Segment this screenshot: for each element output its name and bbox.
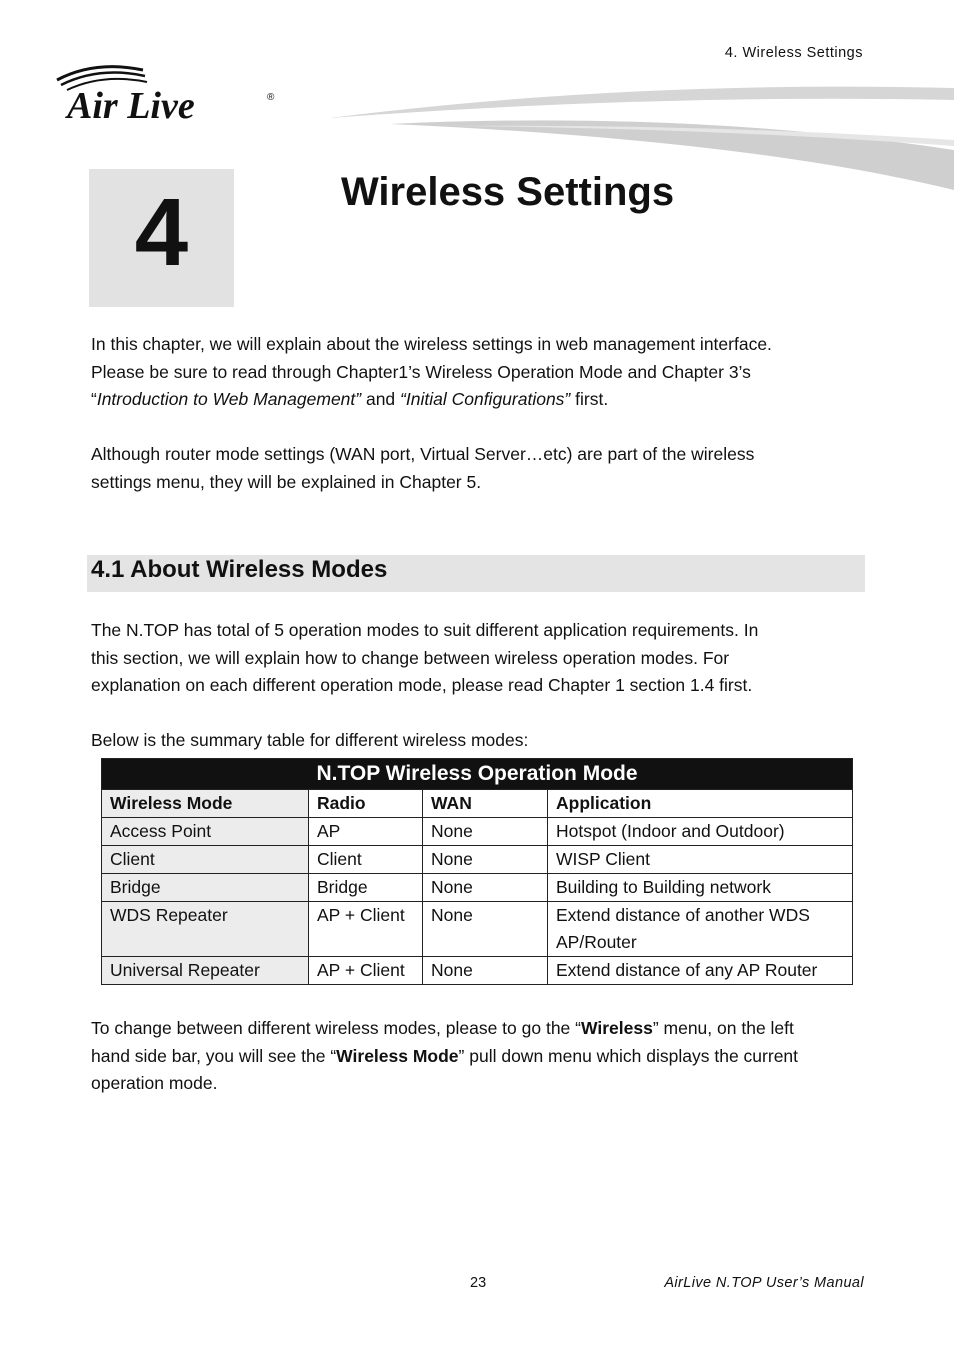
cell-mode: Access Point [102, 818, 309, 846]
closing-line2: hand side bar, you will see the “Wireless Mode” pull down menu which displays the current [91, 1045, 799, 1066]
cell-radio: AP + Client [309, 902, 423, 957]
intro-p1-line2: Please be sure to read through Chapter1’s Wireless Operation Mode and Chapter 3’s [91, 361, 751, 382]
cell-mode: Bridge [102, 874, 309, 902]
cell-mode: Universal Repeater [102, 957, 309, 985]
section-p1-line1: The N.TOP has total of 5 operation modes to suit different application requirements. In [91, 620, 759, 640]
airlive-logo-graphic [55, 58, 285, 128]
cell-mode: WDS Repeater [102, 902, 309, 957]
section-p1-line3: explanation on each different operation mode, please read Chapter 1 section 1.4 first. [91, 675, 753, 695]
wireless-modes-table [101, 758, 853, 985]
section-paragraph-1 [91, 617, 871, 700]
cell-wan: None [423, 874, 548, 902]
table-row [102, 957, 853, 985]
logo-text: Air Live [67, 85, 195, 127]
cell-radio: Bridge [309, 874, 423, 902]
table-row [102, 874, 853, 902]
section-p1-line2: this section, we will explain how to change between wireless operation modes. For [91, 647, 730, 668]
intro-p1-line3: “Introduction to Web Management” and “Initial Configurations” first. [91, 389, 609, 409]
cell-application: Hotspot (Indoor and Outdoor) [548, 818, 853, 846]
intro-italic-initial-config: “Initial Configurations” [400, 389, 571, 409]
page-number: 23 [470, 1275, 487, 1291]
airlive-logo [55, 58, 285, 128]
cell-mode: Client [102, 846, 309, 874]
table-header-row [102, 790, 853, 818]
intro-paragraph-1 [91, 331, 871, 414]
chapter-number: 4 [134, 179, 189, 286]
bold-wireless: Wireless [580, 1018, 653, 1038]
header-wireless-mode: Wireless Mode [102, 790, 309, 818]
section-title: 4.1 About Wireless Modes [91, 556, 388, 583]
table-caption-row [102, 759, 853, 790]
manual-title: AirLive N.TOP User’s Manual [664, 1275, 864, 1291]
intro-p1-line1: In this chapter, we will explain about the wireless settings in web management interface. [91, 334, 772, 354]
table-caption: N.TOP Wireless Operation Mode [102, 759, 853, 790]
table-row [102, 818, 853, 846]
bold-wireless-mode: Wireless Mode [336, 1045, 459, 1066]
cell-radio: AP [309, 818, 423, 846]
cell-wan: None [423, 957, 548, 985]
intro-p2-line2: settings menu, they will be explained in Chapter 5. [91, 471, 482, 492]
header-wan: WAN [423, 790, 548, 818]
cell-application: Extend distance of another WDS AP/Router [548, 902, 853, 957]
cell-radio: AP + Client [309, 957, 423, 985]
cell-wan: None [423, 846, 548, 874]
section-paragraph-2: Below is the summary table for different wireless modes: [91, 730, 529, 750]
running-header: 4. Wireless Settings [724, 45, 863, 61]
cell-wan: None [423, 818, 548, 846]
cell-application: WISP Client [548, 846, 853, 874]
intro-p2-line1: Although router mode settings (WAN port, Virtual Server…etc) are part of the wireless [91, 444, 755, 464]
chapter-number-box [89, 169, 234, 307]
table-row [102, 902, 853, 957]
cell-wan: None [423, 902, 548, 957]
chapter-title: Wireless Settings [341, 170, 675, 214]
closing-paragraph [91, 1015, 871, 1098]
intro-paragraph-2 [91, 441, 871, 496]
logo-registered-mark: ® [267, 92, 275, 103]
closing-line3: operation mode. [91, 1073, 218, 1093]
table-row [102, 846, 853, 874]
intro-italic-web-management: Introduction to Web Management” [96, 389, 362, 409]
cell-radio: Client [309, 846, 423, 874]
header-application: Application [548, 790, 853, 818]
closing-line1: To change between different wireless modes, please to go the “Wireless” menu, on the left [91, 1018, 794, 1038]
cell-application: Building to Building network [548, 874, 853, 902]
header-radio: Radio [309, 790, 423, 818]
cell-application: Extend distance of any AP Router [548, 957, 853, 985]
